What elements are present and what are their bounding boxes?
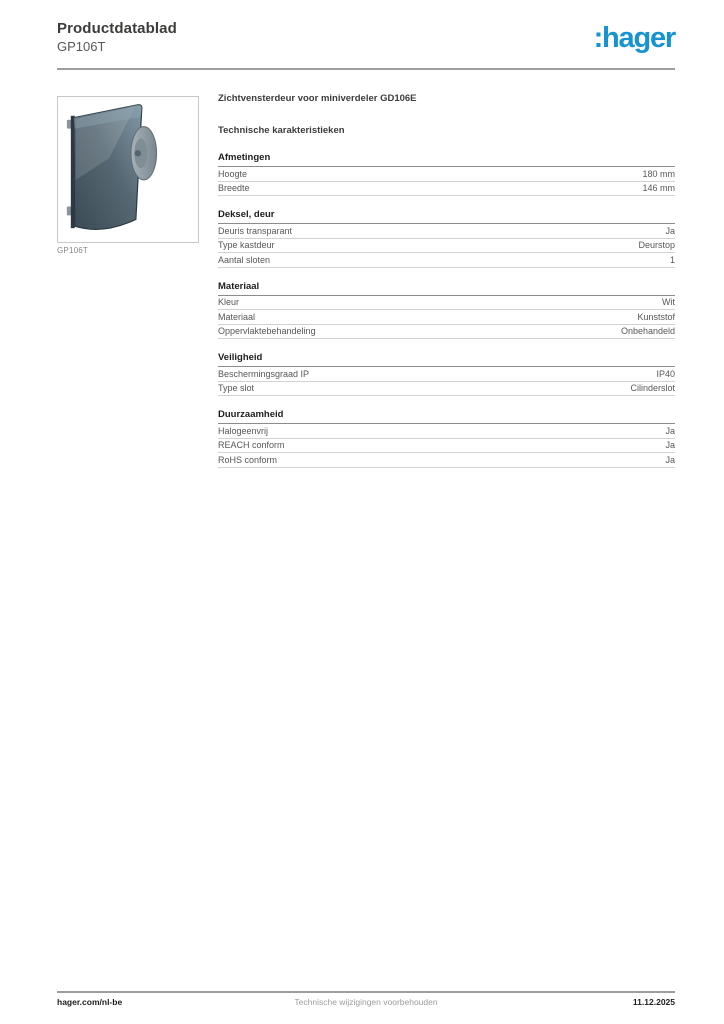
spec-label: Breedte xyxy=(218,183,250,193)
spec-label: Kleur xyxy=(218,297,240,307)
spec-value: Deurstop xyxy=(638,240,675,250)
hager-logo: :hager xyxy=(593,22,675,54)
product-image xyxy=(57,96,199,243)
spec-label: RoHS conform xyxy=(218,454,278,465)
spec-row xyxy=(218,182,675,197)
spec-value: Ja xyxy=(665,454,675,465)
door-illustration xyxy=(58,97,198,242)
spec-row xyxy=(218,325,675,340)
section-title: Materiaal xyxy=(218,281,675,296)
spec-value: Ja xyxy=(665,440,675,450)
spec-label: Aantal sloten xyxy=(218,254,271,265)
section-title: Duurzaamheid xyxy=(218,409,675,424)
spec-row xyxy=(218,224,675,239)
spec-label: Type kastdeur xyxy=(218,240,275,250)
spec-value: Ja xyxy=(665,225,675,236)
product-code: GP106T xyxy=(57,39,106,54)
page-footer xyxy=(57,997,675,1008)
spec-section-duurzaamheid xyxy=(218,409,675,468)
spec-label: Oppervlaktebehandeling xyxy=(218,326,316,336)
spec-row xyxy=(218,453,675,468)
spec-label: Hoogte xyxy=(218,168,248,179)
spec-row xyxy=(218,239,675,254)
product-title: Zichtvensterdeur voor miniverdeler GD106E xyxy=(218,93,417,104)
spec-column xyxy=(218,93,675,481)
spec-section-veiligheid xyxy=(218,352,675,396)
spec-label: Halogeenvrij xyxy=(218,425,269,436)
spec-label: Beschermingsgraad IP xyxy=(218,368,310,379)
page-header xyxy=(57,20,675,64)
spec-sections xyxy=(218,152,675,468)
spec-row xyxy=(218,167,675,182)
spec-value: 1 xyxy=(669,254,675,265)
spec-section-afmetingen xyxy=(218,152,675,196)
spec-row xyxy=(218,382,675,397)
spec-row xyxy=(218,253,675,268)
spec-label: REACH conform xyxy=(218,440,285,450)
footer-disclaimer: Technische wijzigingen voorbehouden xyxy=(294,997,438,1007)
spec-row xyxy=(218,424,675,439)
footer-date: 11.12.2025 xyxy=(632,997,675,1007)
spec-value: Onbehandeld xyxy=(620,326,675,336)
spec-value: Kunststof xyxy=(637,311,675,322)
spec-value: IP40 xyxy=(656,368,675,379)
footer-website-link[interactable]: hager.com/nl-be xyxy=(57,997,123,1007)
spec-row xyxy=(218,296,675,311)
page-title: Productdatablad xyxy=(57,20,177,37)
section-title: Afmetingen xyxy=(218,152,675,167)
spec-label: Materiaal xyxy=(218,311,256,322)
footer-divider xyxy=(57,991,675,993)
spec-row xyxy=(218,367,675,382)
spec-value: Ja xyxy=(665,425,675,436)
spec-section-materiaal xyxy=(218,281,675,340)
spec-value: Cilinderslot xyxy=(630,383,675,393)
spec-row xyxy=(218,310,675,325)
section-title: Veiligheid xyxy=(218,352,675,367)
spec-row xyxy=(218,439,675,454)
spec-value: Wit xyxy=(662,297,675,307)
spec-label: Deuris transparant xyxy=(218,225,293,236)
spec-label: Type slot xyxy=(218,383,255,393)
spec-value: 146 mm xyxy=(642,183,675,193)
spec-value: 180 mm xyxy=(642,168,675,179)
product-image-caption: GP106T xyxy=(57,246,88,255)
spec-section-deksel-deur xyxy=(218,209,675,268)
section-title: Deksel, deur xyxy=(218,209,675,224)
tech-characteristics-heading: Technische karakteristieken xyxy=(218,125,345,136)
header-divider xyxy=(57,68,675,70)
